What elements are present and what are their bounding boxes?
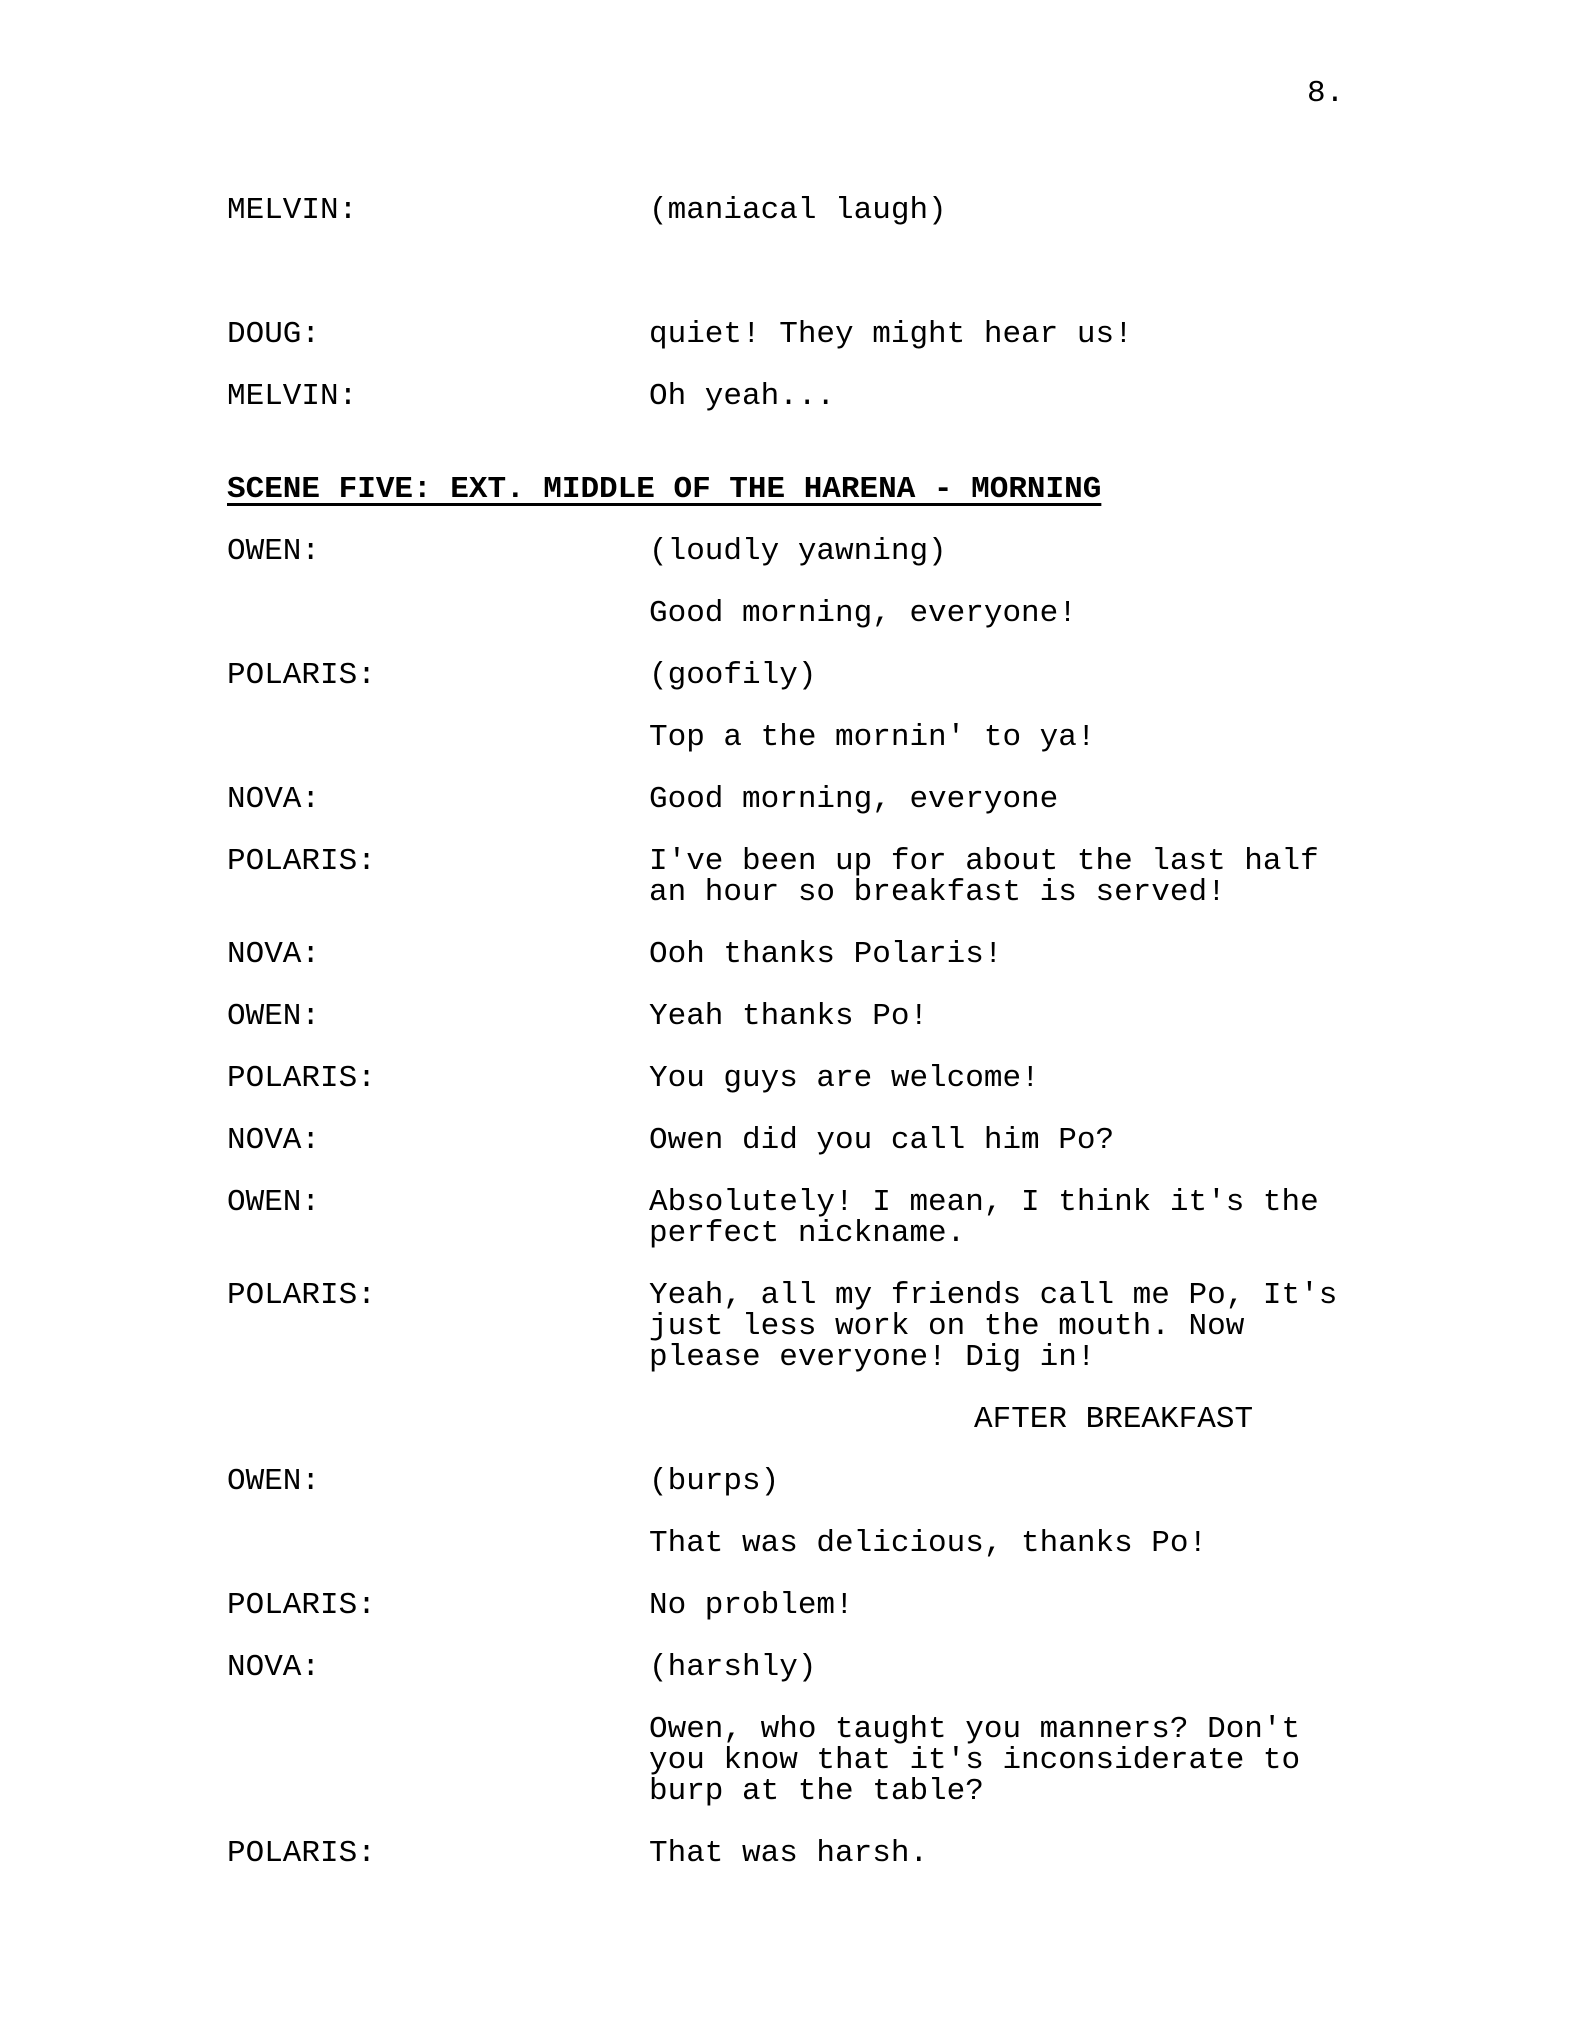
dialogue-block (0, 1590, 1576, 1621)
character-name: POLARIS: (227, 844, 376, 879)
dialogue-text (649, 1125, 1576, 1156)
dialogue-text (649, 536, 1576, 567)
page-number: 8. (1307, 76, 1345, 111)
character-name: NOVA: (227, 1650, 321, 1685)
dialogue-text (649, 846, 1576, 908)
dialogue-text (649, 1280, 1576, 1373)
dialogue-line: (maniacal laugh) (649, 193, 947, 228)
dialogue-line: (goofily) (649, 658, 817, 693)
dialogue-text (649, 939, 1576, 970)
dialogue-line: Owen did you call him Po? (649, 1123, 1115, 1158)
dialogue-text (649, 1652, 1576, 1683)
script-body (0, 195, 1576, 1869)
dialogue-line: Absolutely! I mean, I think it's the (649, 1185, 1319, 1220)
dialogue-line: Good morning, everyone (649, 782, 1059, 817)
dialogue-line: please everyone! Dig in! (649, 1340, 1096, 1375)
dialogue-block (0, 195, 1576, 226)
dialogue-line: You guys are welcome! (649, 1061, 1040, 1096)
dialogue-text (649, 1187, 1576, 1249)
dialogue-text (649, 1466, 1576, 1497)
dialogue-line: Ooh thanks Polaris! (649, 937, 1003, 972)
dialogue-text (649, 195, 1576, 226)
character-name: OWEN: (227, 534, 321, 569)
dialogue-text (649, 1528, 1576, 1559)
dialogue-line: Yeah thanks Po! (649, 999, 929, 1034)
dialogue-block (0, 1652, 1576, 1683)
dialogue-line: That was delicious, thanks Po! (649, 1526, 1208, 1561)
dialogue-block (0, 1187, 1576, 1249)
dialogue-block (0, 1466, 1576, 1497)
dialogue-text (649, 598, 1576, 629)
dialogue-line: burp at the table? (649, 1774, 984, 1809)
dialogue-line: Yeah, all my friends call me Po, It's (649, 1278, 1338, 1313)
character-name: POLARIS: (227, 1588, 376, 1623)
dialogue-block (0, 1001, 1576, 1032)
dialogue-block (0, 319, 1576, 350)
dialogue-line: No problem! (649, 1588, 854, 1623)
dialogue-block (0, 660, 1576, 691)
dialogue-line: just less work on the mouth. Now (649, 1309, 1245, 1344)
dialogue-text (649, 319, 1576, 350)
character-name: POLARIS: (227, 1278, 376, 1313)
dialogue-block (0, 939, 1576, 970)
dialogue-line: (burps) (649, 1464, 780, 1499)
dialogue-text (649, 784, 1576, 815)
dialogue-line: Top a the mornin' to ya! (649, 720, 1096, 755)
dialogue-block (0, 1280, 1576, 1373)
dialogue-text (649, 1714, 1576, 1807)
dialogue-line: you know that it's inconsiderate to (649, 1743, 1301, 1778)
scene-heading-block (227, 474, 1576, 505)
character-name: NOVA: (227, 782, 321, 817)
character-name: NOVA: (227, 937, 321, 972)
dialogue-line: Good morning, everyone! (649, 596, 1077, 631)
dialogue-block (0, 1063, 1576, 1094)
dialogue-line: Owen, who taught you manners? Don't (649, 1712, 1301, 1747)
dialogue-block (0, 722, 1576, 753)
transition-block (974, 1404, 1576, 1435)
character-name: MELVIN: (227, 193, 358, 228)
dialogue-text (649, 1063, 1576, 1094)
dialogue-line: (harshly) (649, 1650, 817, 1685)
dialogue-text (649, 660, 1576, 691)
dialogue-text (649, 381, 1576, 412)
dialogue-line: Oh yeah... (649, 379, 836, 414)
dialogue-text (649, 1590, 1576, 1621)
scene-heading: SCENE FIVE: EXT. MIDDLE OF THE HARENA - MORNING (227, 472, 1102, 507)
character-name: POLARIS: (227, 1836, 376, 1871)
character-name: NOVA: (227, 1123, 321, 1158)
dialogue-block (0, 598, 1576, 629)
character-name: OWEN: (227, 1185, 321, 1220)
dialogue-line: That was harsh. (649, 1836, 929, 1871)
transition-label: AFTER BREAKFAST (974, 1402, 1254, 1437)
dialogue-text (649, 1838, 1576, 1869)
dialogue-line: an hour so breakfast is served! (649, 875, 1226, 910)
dialogue-block (0, 784, 1576, 815)
character-name: POLARIS: (227, 1061, 376, 1096)
character-name: MELVIN: (227, 379, 358, 414)
dialogue-block (0, 381, 1576, 412)
dialogue-block (0, 846, 1576, 908)
dialogue-block (0, 1838, 1576, 1869)
dialogue-block (0, 1125, 1576, 1156)
character-name: DOUG: (227, 317, 321, 352)
dialogue-text (649, 722, 1576, 753)
character-name: OWEN: (227, 999, 321, 1034)
dialogue-block (0, 1714, 1576, 1807)
dialogue-block (0, 1528, 1576, 1559)
character-name: POLARIS: (227, 658, 376, 693)
dialogue-block (0, 536, 1576, 567)
dialogue-line: (loudly yawning) (649, 534, 947, 569)
dialogue-line: quiet! They might hear us! (649, 317, 1133, 352)
dialogue-line: I've been up for about the last half (649, 844, 1319, 879)
dialogue-line: perfect nickname. (649, 1216, 966, 1251)
dialogue-text (649, 1001, 1576, 1032)
character-name: OWEN: (227, 1464, 321, 1499)
